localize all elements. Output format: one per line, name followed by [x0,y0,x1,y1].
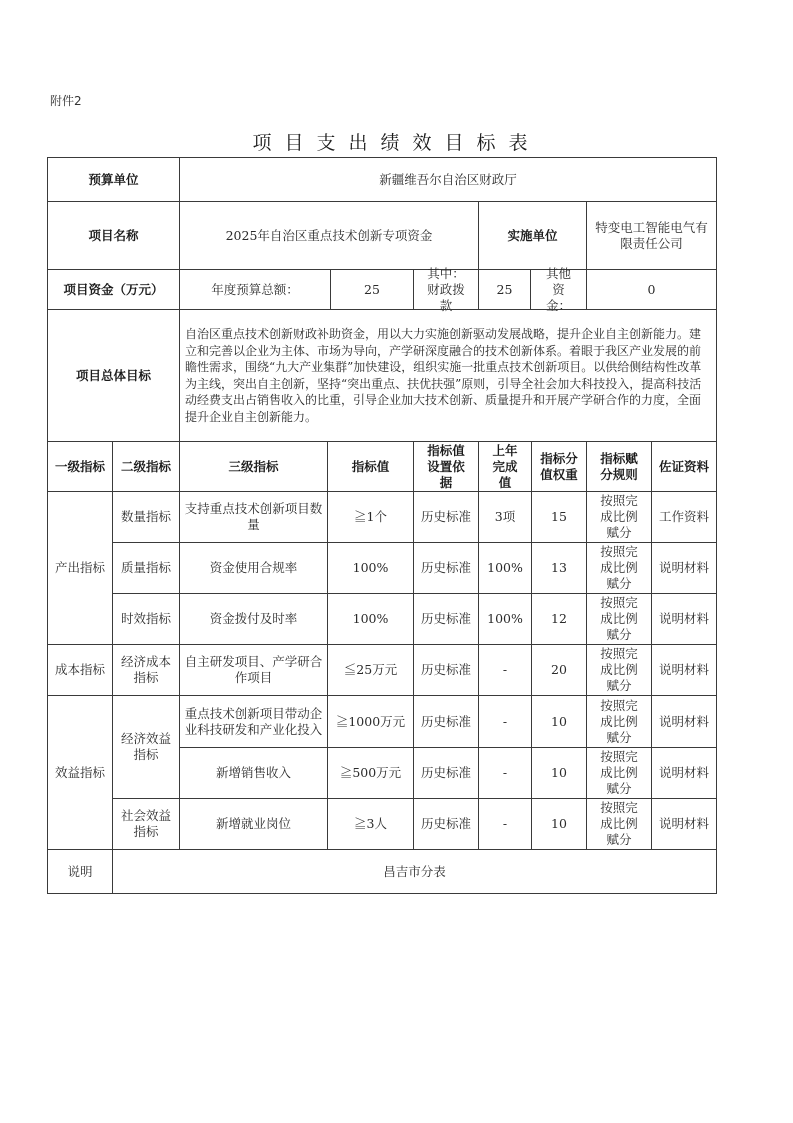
weight-cell: 15 [531,491,587,543]
weight-cell: 20 [531,644,587,696]
target-value-cell: ≧3人 [327,798,414,850]
basis-cell: 历史标准 [413,695,479,748]
rule-cell: 按照完成比例赋分 [586,695,652,748]
note-label: 说明 [47,849,113,894]
rule-cell: 按照完成比例赋分 [586,593,652,645]
annual-budget-value: 25 [330,269,414,310]
level2-quantity: 数量指标 [112,491,180,543]
project-name-label: 项目名称 [47,201,180,270]
target-value-cell: ≧1个 [327,491,414,543]
level3-cell: 资金拨付及时率 [179,593,328,645]
last-year-cell: - [478,695,532,748]
weight-cell: 10 [531,747,587,799]
note-value: 昌吉市分表 [112,849,717,894]
header-last-year: 上年完成值 [478,441,532,492]
level1-output: 产出指标 [47,491,113,645]
other-funds-label: 其他资金： [530,269,587,310]
target-value-cell: ≦25万元 [327,644,414,696]
evidence-cell: 说明材料 [651,593,717,645]
fiscal-value: 25 [478,269,531,310]
level3-cell: 新增就业岗位 [179,798,328,850]
basis-cell: 历史标准 [413,747,479,799]
weight-cell: 12 [531,593,587,645]
last-year-cell: - [478,747,532,799]
basis-cell: 历史标准 [413,491,479,543]
rule-cell: 按照完成比例赋分 [586,491,652,543]
level1-benefit: 效益指标 [47,695,113,850]
evidence-cell: 说明材料 [651,542,717,594]
attachment-label: 附件2 [50,94,82,108]
header-level1: 一级指标 [47,441,113,492]
level1-cost: 成本指标 [47,644,113,696]
budget-unit-value: 新疆维吾尔自治区财政厅 [179,157,717,202]
last-year-cell: 100% [478,542,532,594]
evidence-cell: 工作资料 [651,491,717,543]
page-title: 项目支出绩效目标表 [252,132,541,154]
level3-cell: 资金使用合规率 [179,542,328,594]
basis-cell: 历史标准 [413,798,479,850]
level3-cell: 重点技术创新项目带动企业科技研发和产业化投入 [179,695,328,748]
header-evidence: 佐证资料 [651,441,717,492]
header-level3: 三级指标 [179,441,328,492]
rule-cell: 按照完成比例赋分 [586,798,652,850]
level2-timeliness: 时效指标 [112,593,180,645]
header-rule: 指标赋分规则 [586,441,652,492]
level3-cell: 支持重点技术创新项目数量 [179,491,328,543]
goal-label: 项目总体目标 [47,309,180,442]
evidence-cell: 说明材料 [651,747,717,799]
level3-cell: 自主研发项目、产学研合作项目 [179,644,328,696]
other-funds-value: 0 [586,269,717,310]
rule-cell: 按照完成比例赋分 [586,644,652,696]
header-weight: 指标分值权重 [531,441,587,492]
goal-text: 自治区重点技术创新财政补助资金，用以大力实施创新驱动发展战略，提升企业自主创新能力。建立和完善以企业为主体、市场为导向，产学研深度融合的技术创新体系。着眼于我区产业发展的前瞻性需求，围绕“九大产业集群”加快建设，组织实施一批重点技术创新项目。以供给侧结构性改革为主线，突出自主创新，坚持“突出重点、扶优扶强”原则，引导全社会加大科技投入，提高科技活动经费支出占销售收入的比重，引导企业加大技术创新、质量提升和开展产学研合作的力度，全面提升企业自主创新能力。 [179,309,717,442]
target-value-cell: ≧1000万元 [327,695,414,748]
target-value-cell: 100% [327,593,414,645]
level2-economic-cost: 经济成本指标 [112,644,180,696]
level2-quality: 质量指标 [112,542,180,594]
funds-label: 项目资金（万元） [47,269,180,310]
impl-unit-label: 实施单位 [478,201,587,270]
rule-cell: 按照完成比例赋分 [586,747,652,799]
header-basis: 指标值设置依据 [413,441,479,492]
last-year-cell: 3项 [478,491,532,543]
evidence-cell: 说明材料 [651,644,717,696]
last-year-cell: - [478,798,532,850]
target-value-cell: ≧500万元 [327,747,414,799]
project-name-value: 2025年自治区重点技术创新专项资金 [179,201,479,270]
level3-cell: 新增销售收入 [179,747,328,799]
level2-economic-benefit: 经济效益指标 [112,695,180,799]
weight-cell: 10 [531,798,587,850]
rule-cell: 按照完成比例赋分 [586,542,652,594]
header-level2: 二级指标 [112,441,180,492]
impl-unit-value: 特变电工智能电气有限责任公司 [586,201,717,270]
last-year-cell: - [478,644,532,696]
evidence-cell: 说明材料 [651,798,717,850]
evidence-cell: 说明材料 [651,695,717,748]
fiscal-label: 其中：财政拨款 [413,269,479,310]
basis-cell: 历史标准 [413,542,479,594]
last-year-cell: 100% [478,593,532,645]
budget-unit-label: 预算单位 [47,157,180,202]
weight-cell: 10 [531,695,587,748]
annual-budget-label: 年度预算总额： [179,269,331,310]
target-value-cell: 100% [327,542,414,594]
level2-social-benefit: 社会效益指标 [112,798,180,850]
basis-cell: 历史标准 [413,593,479,645]
weight-cell: 13 [531,542,587,594]
basis-cell: 历史标准 [413,644,479,696]
header-value: 指标值 [327,441,414,492]
